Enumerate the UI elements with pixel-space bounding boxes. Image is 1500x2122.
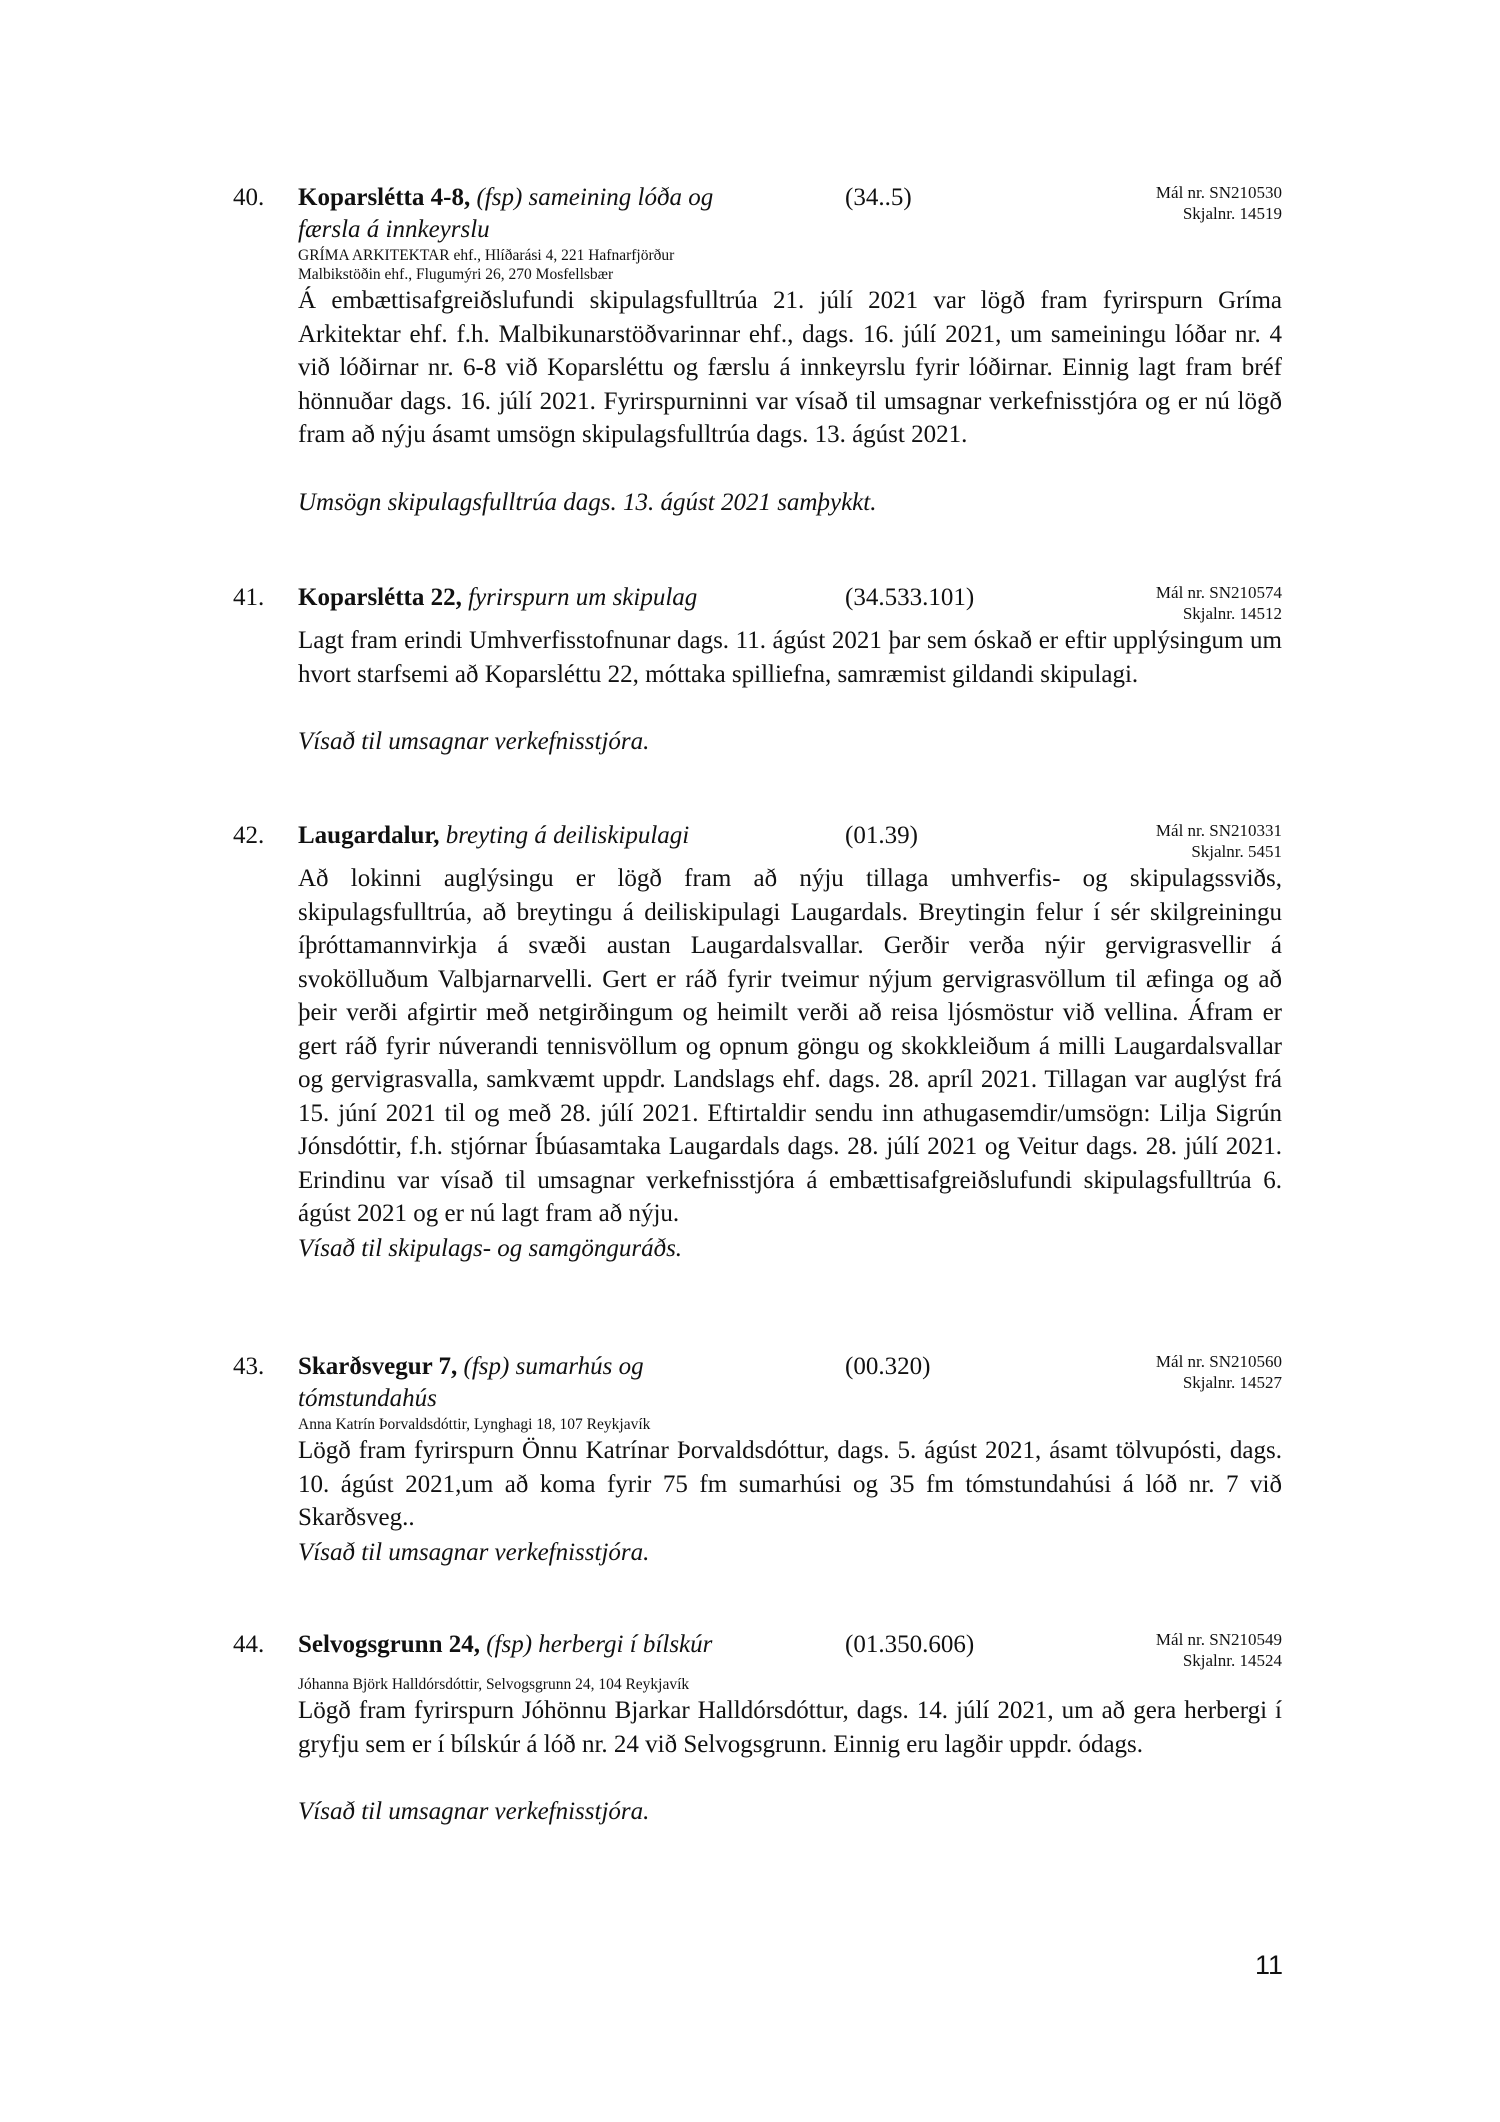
page-number: 11 bbox=[1255, 1950, 1284, 1980]
item-title bbox=[298, 820, 689, 852]
item-number: 42. bbox=[233, 822, 265, 849]
item-number: 43. bbox=[233, 1353, 265, 1380]
item-body: Lögð fram fyrirspurn Jóhönnu Bjarkar Halldórsdóttur, dags. 14. júlí 2021, um að gera herbergi í gryfju sem er í bílskúr á lóð nr. 24 við Selvogsgrunn. Einnig eru lagðir uppdr. ódags. bbox=[298, 1697, 1282, 1758]
mal-nr: Mál nr. SN210331 bbox=[1155, 821, 1282, 840]
item-title-subject: breyting á deiliskipulagi bbox=[445, 822, 690, 849]
item-title-address: Laugardalur, bbox=[298, 822, 440, 849]
item-number: 40. bbox=[233, 184, 265, 211]
item-body: Lögð fram fyrirspurn Önnu Katrínar Þorvaldsdóttur, dags. 5. ágúst 2021, ásamt tölvupósti, dags. 10. ágúst 2021,um að koma fyrir 75 fm sumarhúsi og 35 fm tómstundahúsi á lóð nr. 7 við Skarðsveg.. bbox=[298, 1437, 1282, 1531]
skjal-nr: Skjalnr. 5451 bbox=[1191, 842, 1282, 861]
item-body: Á embættisafgreiðslufundi skipulagsfulltrúa 21. júlí 2021 var lögð fram fyrirspurn Gríma Arkitektar ehf. f.h. Malbikunarstöðvarinnar ehf., dags. 16. júlí 2021, um sameiningu lóðar nr. 4 við lóðirnar nr. 6-8 við Koparsléttu og færslu á innkeyrslu fyrir lóðirnar. Einnig lagt fram bréf hönnuðar dags. 16. júlí 2021. Fyrirspurninni var vísað til umsagnar verkefnisstjóra og er nú lögð fram að nýju ásamt umsögn skipulagsfulltrúa dags. 13. ágúst 2021. bbox=[298, 287, 1282, 448]
item-case-numbers bbox=[1156, 1629, 1282, 1671]
item-conclusion: Umsögn skipulagsfulltrúa dags. 13. ágúst 2021 samþykkt. bbox=[298, 489, 877, 516]
skjal-nr: Skjalnr. 14527 bbox=[1182, 1373, 1282, 1392]
item-case-numbers bbox=[1156, 1351, 1282, 1393]
item-case-numbers bbox=[1156, 182, 1282, 224]
mal-nr: Mál nr. SN210560 bbox=[1155, 1352, 1282, 1371]
item-title-address: Selvogsgrunn 24, bbox=[298, 1631, 480, 1658]
item-title bbox=[298, 582, 697, 614]
item-conclusion: Vísað til umsagnar verkefnisstjóra. bbox=[298, 1798, 650, 1825]
item-number: 41. bbox=[233, 584, 265, 611]
item-title-subject: (fsp) sameining lóða og bbox=[476, 184, 714, 211]
applicant: Jóhanna Björk Halldórsdóttir, Selvogsgrunn 24, 104 Reykjavík bbox=[298, 1676, 690, 1693]
item-conclusion: Vísað til umsagnar verkefnisstjóra. bbox=[298, 728, 650, 755]
item-title-subject: (fsp) sumarhús og bbox=[463, 1353, 644, 1380]
mal-nr: Mál nr. SN210574 bbox=[1155, 583, 1282, 602]
item-conclusion: Vísað til skipulags- og samgönguráðs. bbox=[298, 1235, 683, 1262]
item-conclusion: Vísað til umsagnar verkefnisstjóra. bbox=[298, 1539, 650, 1566]
item-number: 44. bbox=[233, 1631, 265, 1658]
item-title-subject: fyrirspurn um skipulag bbox=[468, 584, 698, 611]
item-title-address: Koparslétta 4-8, bbox=[298, 184, 471, 211]
item-body: Lagt fram erindi Umhverfisstofnunar dags. 11. ágúst 2021 þar sem óskað er eftir upplýsingum um hvort starfsemi að Koparsléttu 22, móttaka spilliefna, samræmist gildandi skipulagi. bbox=[298, 627, 1282, 688]
mal-nr: Mál nr. SN210530 bbox=[1155, 183, 1282, 202]
item-location: (34..5) bbox=[845, 184, 912, 211]
item-location: (00.320) bbox=[845, 1353, 931, 1380]
item-title-subject-cont: færsla á innkeyrslu bbox=[298, 216, 490, 243]
applicant: Malbikstöðin ehf., Flugumýri 26, 270 Mosfellsbær bbox=[298, 266, 614, 283]
item-body: Að lokinni auglýsingu er lögð fram að nýju tillaga umhverfis- og skipulagssviðs, skipulagsfulltrúa, að breytingu á deiliskipulagi Laugardals. Breytingin felur í sér skilgreiningu íþróttamannvirkja á svæði austan Laugardalsvallar. Gerðir verða nýir gervigrasvellir á svokölluðum Valbjarnarvelli. Gert er ráð fyrir tveimur nýjum gervigrasvöllum til æfinga og að þeir verði afgirtir með netgirðingum og heimilt verði að reisa ljósmöstur við vellina. Áfram er gert ráð fyrir núverandi tennisvöllum og opnum göngu og skokkleiðum á milli Laugardalsvallar og gervigrasvalla, samkvæmt uppdr. Landslags ehf. dags. 28. apríl 2021. Tillagan var auglýst frá 15. júní 2021 til og með 28. júlí 2021. Eftirtaldir sendu inn athugasemdir/umsögn: Lilja Sigrún Jónsdóttir, f.h. stjórnar Íbúasamtaka Laugardals dags. 28. júlí 2021 og Veitur dags. 28. júlí 2021. Erindinu var vísað til umsagnar verkefnisstjóra á embættisafgreiðslufundi skipulagsfulltrúa 6. ágúst 2021 og er nú lagt fram að nýju. bbox=[298, 865, 1282, 1227]
skjal-nr: Skjalnr. 14524 bbox=[1182, 1651, 1282, 1670]
item-title bbox=[298, 182, 713, 246]
item-location: (01.350.606) bbox=[845, 1631, 975, 1658]
item-location: (34.533.101) bbox=[845, 584, 975, 611]
item-title bbox=[298, 1629, 712, 1661]
item-case-numbers bbox=[1156, 582, 1282, 624]
skjal-nr: Skjalnr. 14519 bbox=[1182, 204, 1282, 223]
mal-nr: Mál nr. SN210549 bbox=[1155, 1630, 1282, 1649]
item-title-address: Koparslétta 22, bbox=[298, 584, 462, 611]
item-case-numbers bbox=[1156, 820, 1282, 862]
skjal-nr: Skjalnr. 14512 bbox=[1182, 604, 1282, 623]
applicant: Anna Katrín Þorvaldsdóttir, Lynghagi 18, 107 Reykjavík bbox=[298, 1416, 651, 1433]
item-title-subject-cont: tómstundahús bbox=[298, 1385, 437, 1412]
item-title-subject: (fsp) herbergi í bílskúr bbox=[486, 1631, 713, 1658]
applicant: GRÍMA ARKITEKTAR ehf., Hlíðarási 4, 221 Hafnarfjörður bbox=[298, 247, 675, 264]
item-title-address: Skarðsvegur 7, bbox=[298, 1353, 458, 1380]
item-title bbox=[298, 1351, 644, 1415]
item-location: (01.39) bbox=[845, 822, 918, 849]
